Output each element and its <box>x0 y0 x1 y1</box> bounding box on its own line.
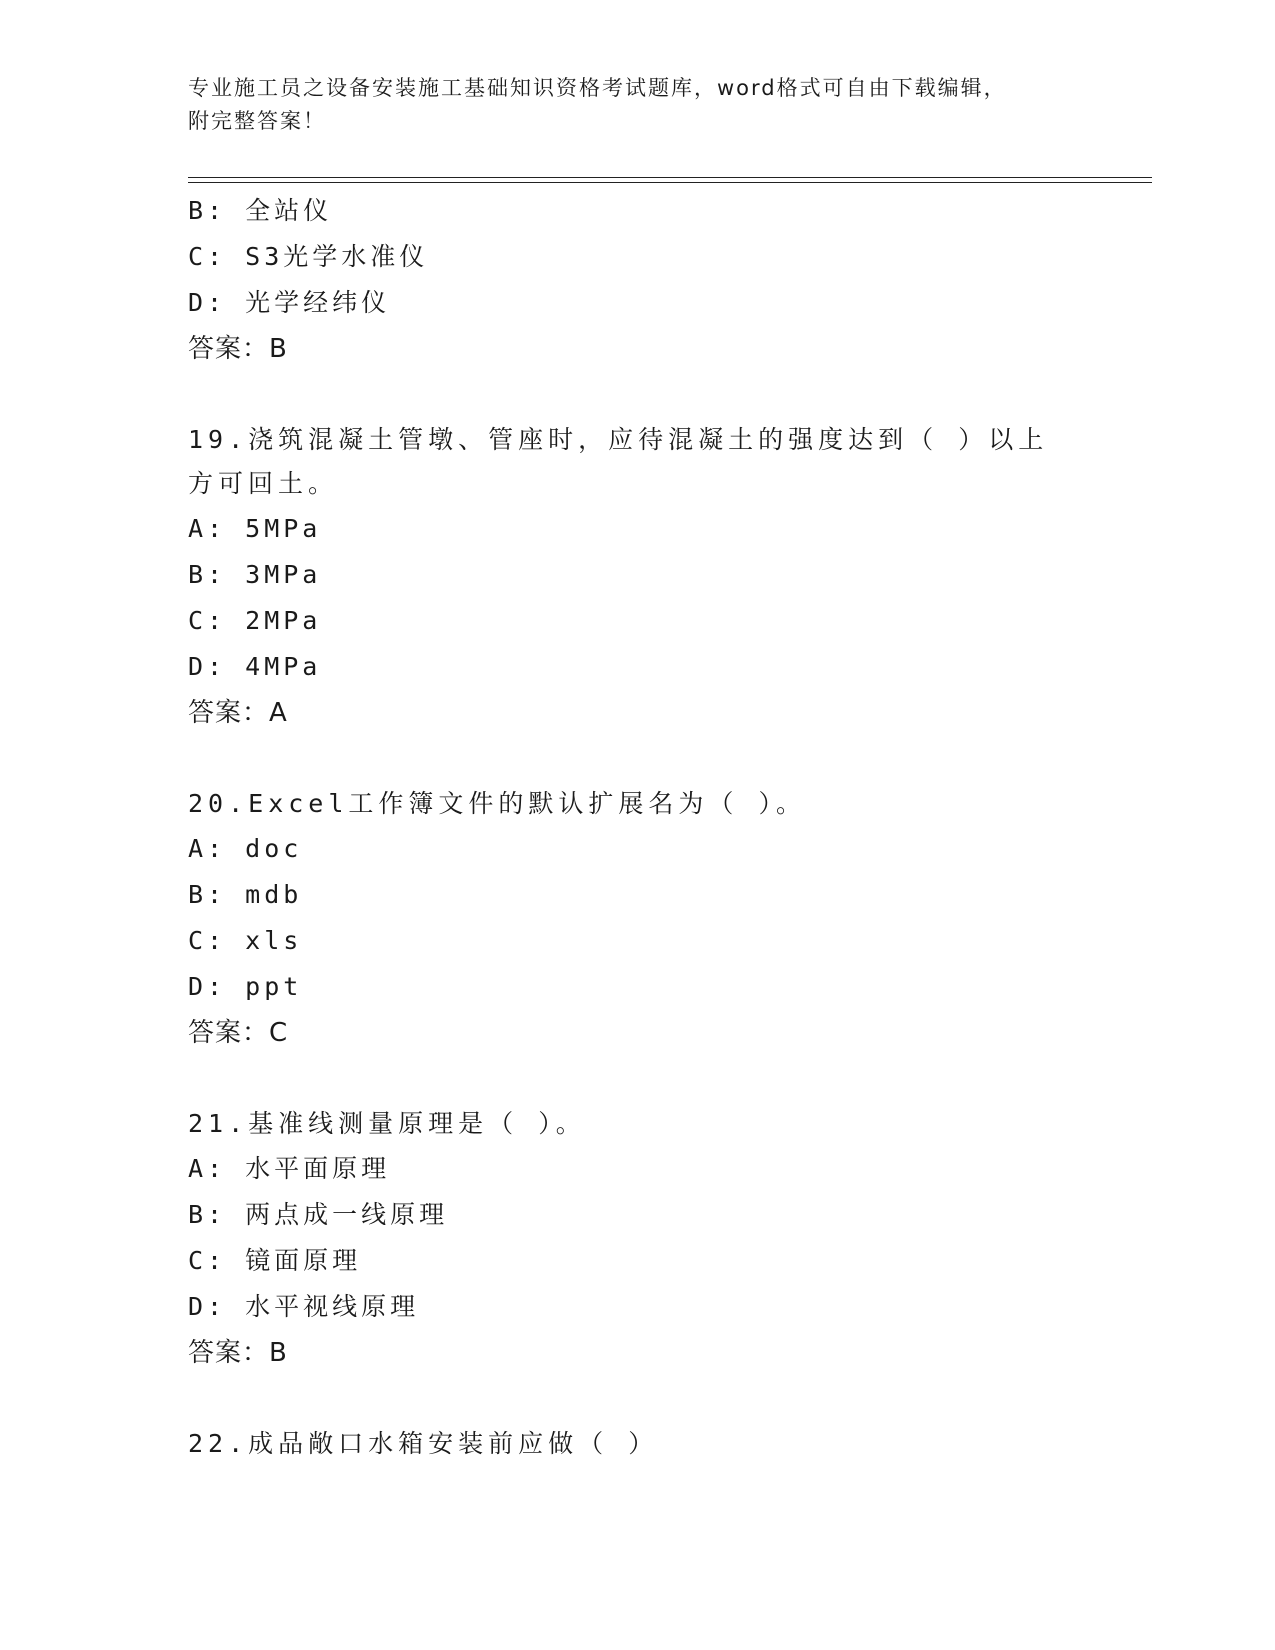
option-a: A: 5MPa <box>188 514 322 543</box>
question-fragment-18 <box>188 188 1108 372</box>
option-c: C: S3光学水准仪 <box>188 242 429 271</box>
page-header <box>188 72 1088 138</box>
option-b: B: 全站仪 <box>188 196 333 225</box>
header-title-line1: 专业施工员之设备安装施工基础知识资格考试题库，word格式可自由下载编辑， <box>188 76 1007 100</box>
option-b: B: 两点成一线原理 <box>188 1200 449 1229</box>
option-a: A: doc <box>188 834 303 863</box>
option-d: D: 光学经纬仪 <box>188 288 391 317</box>
question-text: 21.基准线测量原理是（ ）。 <box>188 1109 586 1138</box>
option-d: D: ppt <box>188 972 303 1001</box>
header-rule-top <box>188 177 1152 178</box>
answer-line: 答案：B <box>188 334 288 364</box>
option-c: C: 2MPa <box>188 606 322 635</box>
question-19 <box>188 418 1108 736</box>
question-list <box>188 188 1108 1466</box>
question-text: 19.浇筑混凝土管墩、管座时，应待混凝土的强度达到（ ）以上方可回土。 <box>188 425 1049 498</box>
question-20 <box>188 782 1108 1056</box>
question-22 <box>188 1422 1108 1466</box>
question-text: 22.成品敞口水箱安装前应做（ ） <box>188 1429 659 1458</box>
header-rule-bottom <box>188 182 1152 183</box>
question-text: 20.Excel工作簿文件的默认扩展名为（ ）。 <box>188 789 806 818</box>
option-b: B: mdb <box>188 880 303 909</box>
option-c: C: xls <box>188 926 303 955</box>
answer-line: 答案：A <box>188 698 288 728</box>
question-21 <box>188 1102 1108 1376</box>
header-title-line2: 附完整答案！ <box>188 109 326 133</box>
option-d: D: 4MPa <box>188 652 322 681</box>
option-d: D: 水平视线原理 <box>188 1292 420 1321</box>
option-a: A: 水平面原理 <box>188 1154 391 1183</box>
answer-line: 答案：C <box>188 1018 289 1048</box>
option-b: B: 3MPa <box>188 560 322 589</box>
answer-line: 答案：B <box>188 1338 288 1368</box>
option-c: C: 镜面原理 <box>188 1246 362 1275</box>
